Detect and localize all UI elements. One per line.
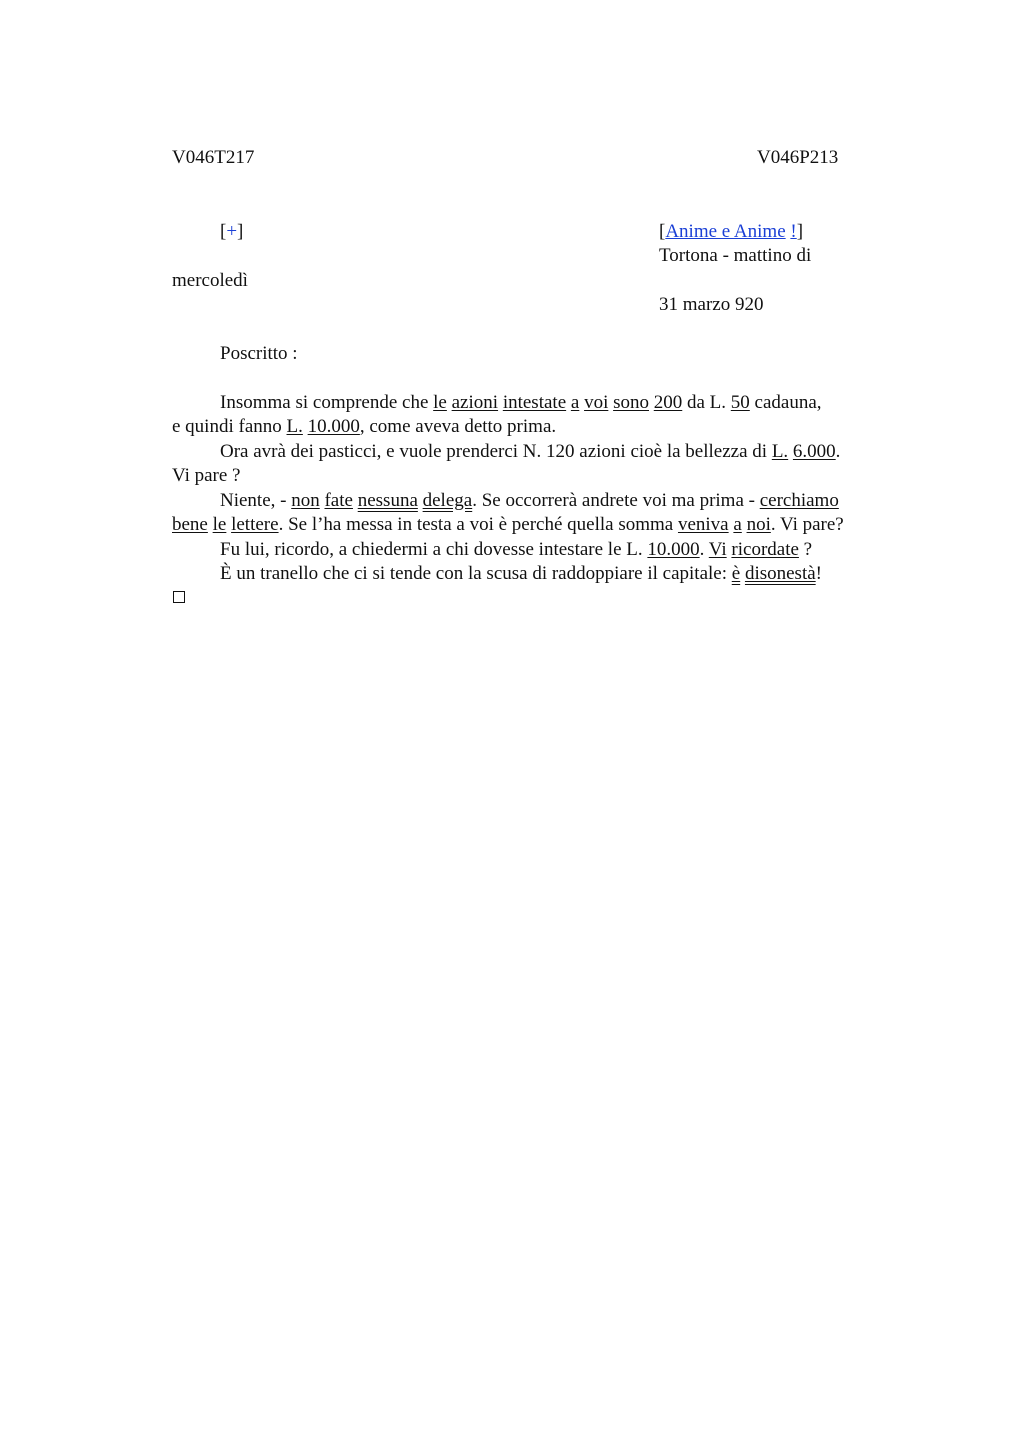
underlined-word: sono [613, 392, 649, 413]
end-of-text-box-icon [173, 591, 185, 603]
text: È un tranello che ci si tende con la scusa di raddoppiare il capitale: [220, 563, 732, 584]
expand-control [220, 220, 243, 244]
underlined-word: cerchiamo [759, 490, 839, 511]
bracket-close: ] [237, 221, 244, 242]
text: . Vi pare? [770, 514, 844, 535]
underlined-word: le [212, 514, 227, 535]
double-underlined-word: nessuna [357, 490, 418, 511]
underlined-word: 10.000 [647, 539, 700, 560]
bracket-open: [ [220, 221, 227, 242]
paragraph-1-line-2 [172, 415, 556, 439]
paragraph-1-line-1 [220, 391, 822, 415]
underlined-word: 200 [653, 392, 683, 413]
paragraph-2-line-1 [220, 440, 840, 464]
text: ? [798, 539, 813, 560]
document-code-right: V046P213 [757, 147, 839, 168]
paragraph-2-line-2: Vi pare ? [172, 465, 241, 486]
underlined-word: veniva [677, 514, 729, 535]
dateline-date: 31 marzo 920 [659, 294, 764, 315]
text: Fu lui, ricordo, a chiedermi a chi dovesse intestare le L. [220, 539, 648, 560]
title-link[interactable]: Anime e Anime [665, 221, 786, 242]
underlined-word: non [291, 490, 320, 511]
text: . Se occorrerà andrete voi ma prima - [472, 490, 760, 511]
text: Insomma si comprende che [220, 392, 434, 413]
underlined-word: bene [172, 514, 208, 535]
underlined-word: a [733, 514, 742, 535]
underlined-word: L. [286, 416, 303, 437]
underlined-word: ricordate [731, 539, 799, 560]
paragraph-3-line-1 [220, 489, 839, 513]
underlined-word: 6.000 [792, 441, 836, 462]
text: . [699, 539, 709, 560]
collection-title [659, 220, 803, 244]
postscript-label: Poscritto : [220, 343, 298, 364]
paragraph-3-line-2 [172, 513, 844, 537]
text: e quindi fanno [172, 416, 287, 437]
document-code-left: V046T217 [172, 147, 255, 168]
paragraph-4-line-1 [220, 538, 812, 562]
text: cadauna, [749, 392, 822, 413]
double-underlined-word: disonestà [744, 563, 816, 584]
paragraph-5-line-1 [220, 562, 822, 586]
text: ! [815, 563, 822, 584]
double-underlined-word: delega [422, 490, 473, 511]
underlined-word: intestate [502, 392, 567, 413]
text: da L. [682, 392, 731, 413]
title-exclamation-link[interactable]: ! [790, 221, 797, 242]
expand-plus-link[interactable]: + [226, 221, 238, 242]
underlined-word: voi [584, 392, 609, 413]
underlined-word: Vi [708, 539, 727, 560]
text: . Se l’ha messa in testa a voi è perché quella somma [278, 514, 678, 535]
underlined-word: noi [746, 514, 771, 535]
underlined-word: 10.000 [307, 416, 360, 437]
underlined-word: fate [324, 490, 353, 511]
double-underlined-word: è [731, 563, 741, 584]
dateline-place: Tortona - mattino di [659, 245, 812, 266]
dateline-weekday: mercoledì [172, 270, 248, 291]
underlined-word: lettere [231, 514, 279, 535]
title-bracket-close: ] [796, 221, 804, 242]
text: , come aveva detto prima. [359, 416, 557, 437]
underlined-word: 50 [730, 392, 750, 413]
underlined-word: azioni [451, 392, 499, 413]
text: . [835, 441, 841, 462]
text: Niente, - [220, 490, 292, 511]
text: Ora avrà dei pasticci, e vuole prenderci N. 120 azioni cioè la bellezza di [220, 441, 772, 462]
underlined-word: le [433, 392, 447, 413]
underlined-word: a [570, 392, 580, 413]
underlined-word: L. [771, 441, 789, 462]
title-bracket-open: [ [659, 221, 666, 242]
